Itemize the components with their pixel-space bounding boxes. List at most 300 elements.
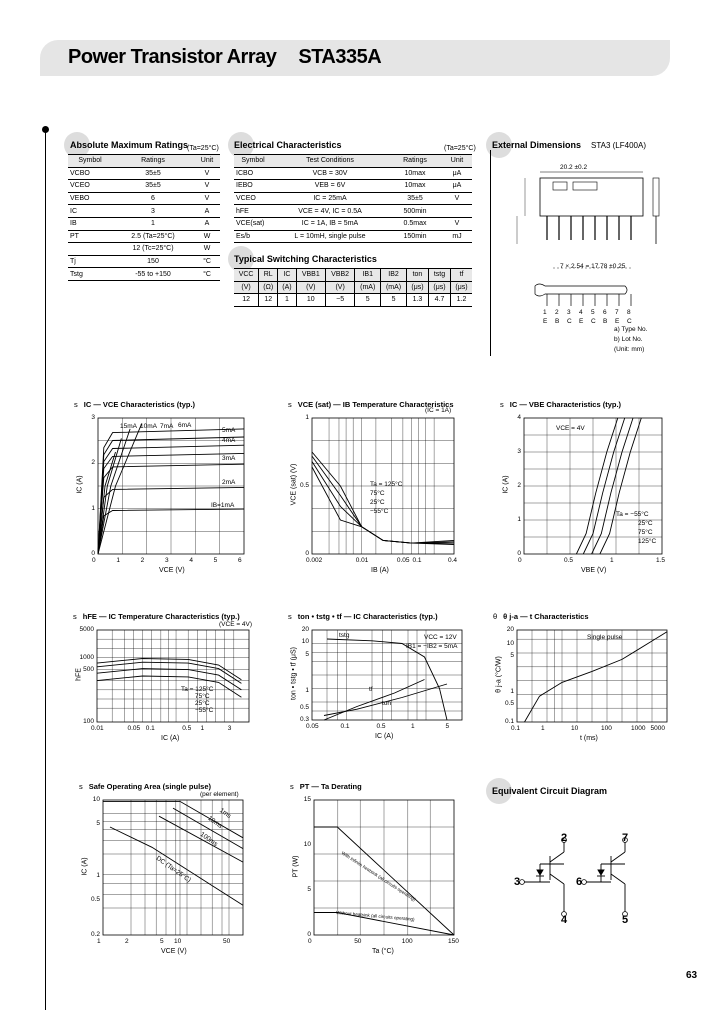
rating-cell: 2.5 (Ta=25°C) — [131, 232, 175, 240]
symbol-cell: VCEO — [70, 182, 90, 190]
x-tick-label: 0.5 — [376, 723, 386, 730]
y-tick-label: 5 — [96, 820, 100, 828]
x-axis-label: VBE (V) — [581, 567, 607, 574]
symbol-cell: hFE — [236, 207, 249, 215]
symbol-cell: PT — [70, 232, 79, 240]
abs-max-row — [68, 217, 220, 230]
elec-row — [234, 167, 472, 180]
y-tick-label: 0 — [305, 550, 309, 557]
y-tick-label: 1 — [91, 504, 95, 512]
x-tick-label: 50 — [354, 938, 362, 945]
x-tick-label: 1.5 — [656, 557, 666, 564]
curve-label: 7mA — [160, 423, 174, 430]
y-tick-label: 1 — [305, 414, 309, 421]
abs-max-row — [68, 230, 220, 243]
pin-3: 3 — [514, 876, 521, 888]
elec-table — [234, 154, 472, 243]
unit-cell: °C — [203, 258, 211, 266]
curve-label: 3mA — [222, 455, 236, 462]
x-tick-label: 3 — [227, 725, 232, 732]
pin-6: 6 — [576, 876, 583, 888]
x-tick-label: 6 — [238, 557, 242, 564]
x-tick-label: 100 — [601, 725, 612, 732]
curve-label: 2mA — [222, 479, 236, 486]
curve-label: ton — [382, 700, 392, 707]
unit-cell: V — [204, 182, 210, 190]
y-tick-label: 5 — [307, 886, 311, 894]
equiv-circuit — [510, 830, 640, 930]
curve-label: tf — [369, 686, 373, 693]
package-note-a: a) Type No. — [614, 326, 648, 333]
y-tick-label: 10 — [301, 637, 309, 645]
condition: VCE = 4V — [556, 425, 585, 432]
elec-title — [234, 140, 342, 150]
switching-table — [234, 268, 472, 307]
thermal-curve — [525, 632, 668, 722]
note: Single pulse — [587, 634, 623, 641]
y-tick-label: 0.5 — [299, 482, 309, 489]
switching-unit: (Ω) — [259, 281, 278, 294]
y-tick-label: 2 — [517, 482, 521, 489]
y-tick-label: 5 — [305, 651, 309, 659]
part-number: STA335A — [298, 46, 382, 68]
symbol-cell: VCE(sat) — [236, 220, 265, 228]
condition-cell: IC = 25mA — [313, 195, 347, 203]
x-tick-label: 1 — [200, 725, 205, 732]
col-unit: Unit — [200, 157, 214, 165]
x-tick-label: 1 — [116, 557, 120, 564]
title-text: IC — VCE Characteristics (typ.) — [83, 400, 196, 409]
title-text: θ j-a — t Characteristics — [503, 612, 589, 621]
soa-dc — [110, 827, 243, 905]
y-tick-label: 0 — [307, 931, 311, 938]
y-tick-label: 1 — [96, 871, 100, 879]
switching-value: 1.2 — [451, 294, 472, 307]
condition: (per element) — [200, 791, 239, 798]
x-tick-label: 10 — [174, 938, 182, 945]
elec-row — [234, 217, 472, 230]
unit-cell: A — [204, 220, 210, 228]
x-axis-label: IC (A) — [161, 735, 180, 742]
curve-label: 125°C — [638, 538, 657, 545]
unit-cell: mJ — [452, 232, 462, 240]
curve-label: 75°C — [370, 490, 385, 497]
switching-unit: (μs) — [451, 281, 472, 294]
bullet: s — [500, 400, 504, 409]
x-tick-label: 5 — [445, 723, 450, 730]
abs-max-row — [68, 255, 220, 268]
condition-cell: VEB = 6V — [314, 182, 346, 190]
abs-max-row — [68, 243, 220, 256]
pkg-pin-type: C — [627, 318, 632, 325]
curve-label: 25°C — [638, 520, 653, 527]
x-tick-label: 5 — [160, 938, 164, 945]
package-note-unit: (Unit: mm) — [614, 346, 645, 353]
x-tick-label: 0.5 — [564, 557, 574, 564]
title-text: ton • tstg • tf — IC Characteristics (typ.) — [297, 612, 438, 621]
x-tick-label: 4 — [189, 557, 193, 564]
margin-dot — [42, 126, 49, 133]
curve-label: 100ms — [198, 831, 219, 848]
x-tick-label: 2 — [140, 557, 145, 564]
y-tick-label: 1 — [305, 687, 309, 695]
unit-cell: V — [204, 195, 210, 203]
x-tick-label: 0.05 — [306, 723, 319, 730]
abs-max-title — [70, 140, 188, 150]
x-tick-label: 0.002 — [306, 557, 323, 564]
y-tick-label: 2 — [91, 459, 95, 467]
title-text: IC — VBE Characteristics (typ.) — [509, 400, 622, 409]
pkg-pin-type: E — [579, 318, 584, 325]
dim-pitch: 7 × 2.54 = 17.78 ±0.25 — [560, 263, 626, 270]
abs-max-table — [68, 154, 220, 281]
curve-label: Ta = 125°C — [181, 686, 214, 693]
soa-title — [79, 782, 211, 791]
page-number: 63 — [686, 970, 698, 981]
y-axis-label: PT (W) — [292, 854, 300, 878]
switching-value: 12 — [259, 294, 278, 307]
unit-cell: μA — [452, 182, 462, 190]
condition-cell: IC = 1A, IB = 5mA — [301, 220, 359, 228]
x-axis-label: IC (A) — [375, 733, 394, 740]
x-tick-label: 150 — [448, 938, 459, 945]
y-tick-label: 10 — [303, 840, 311, 848]
package-title-text: External Dimensions — [492, 140, 582, 150]
ic_vce-title — [74, 400, 195, 409]
unit-cell: °C — [203, 270, 211, 278]
x-tick-label: 3 — [165, 557, 169, 564]
rating-cell: 35±5 — [407, 195, 423, 203]
pkg-pin-type: C — [567, 318, 572, 325]
col-test: Test Conditions — [306, 157, 354, 165]
y-tick-label: 0.2 — [90, 931, 100, 938]
switching-header: VBB1 — [296, 269, 325, 282]
x-tick-label: 2 — [125, 938, 129, 945]
x-axis-label: t (ms) — [580, 735, 598, 742]
y-axis-label: θ j-a (°C/W) — [495, 656, 503, 693]
pkg-pin-number: 6 — [603, 309, 607, 316]
symbol-cell: ICBO — [236, 169, 254, 177]
switching-value: 5 — [355, 294, 381, 307]
switching-header: IC — [278, 269, 296, 282]
x-axis-label: VCE (V) — [159, 567, 185, 574]
x-tick-label: 10 — [571, 725, 579, 732]
y-tick-label: 0 — [517, 550, 521, 557]
elec-row — [234, 192, 472, 205]
equiv-title-text: Equivalent Circuit Diagram — [492, 786, 608, 796]
derating-title — [290, 782, 362, 791]
hfe-curve — [97, 676, 241, 697]
symbol-cell: VEBO — [70, 195, 90, 203]
hfe_ic-title — [73, 612, 240, 621]
y-tick-label: 0.5 — [90, 895, 100, 903]
x-axis-label: IB (A) — [371, 567, 389, 574]
bullet: s — [79, 782, 83, 791]
switching-unit: (A) — [278, 281, 296, 294]
switching-value: 12 — [242, 296, 250, 304]
x-tick-label: 5 — [213, 557, 218, 564]
bullet: s — [288, 612, 292, 621]
curve-label: With Infinite heatsink (all circuits operating) — [340, 850, 417, 903]
curve-label: Without heatsink (all circuits operating) — [335, 910, 415, 922]
thermal-plot — [517, 630, 667, 722]
title-text: hFE — IC Temperature Characteristics (typ.) — [82, 612, 240, 621]
curve-label: 1ms — [218, 807, 233, 820]
switching-unit: (μs) — [406, 281, 428, 294]
x-tick-label: 0.1 — [145, 725, 155, 732]
condition: IB1 = −IB2 = 5mA — [406, 643, 458, 650]
bullet: s — [74, 400, 78, 409]
symbol-cell: IB — [70, 220, 77, 228]
x-tick-label: 0 — [518, 557, 522, 564]
y-tick-label: 10 — [92, 796, 100, 803]
x-tick-label: 0.4 — [448, 557, 458, 564]
unit-cell: V — [454, 195, 460, 203]
curve-label: Ta = −55°C — [616, 511, 649, 518]
elec-condition: (Ta=25°C) — [444, 145, 476, 152]
condition-cell: L = 10mH, single pulse — [294, 232, 366, 240]
switching-unit: (μs) — [428, 281, 450, 294]
curve-label: 5mA — [222, 427, 236, 434]
y-tick-label: 0.5 — [504, 699, 514, 707]
pkg-pin-number: 4 — [579, 309, 583, 316]
symbol-cell: Es/b — [236, 232, 251, 240]
tf-curve — [324, 680, 425, 721]
symbol-cell — [68, 243, 112, 256]
y-tick-label: 0.1 — [504, 718, 514, 725]
condition-cell: VCE = 4V, IC = 0.5A — [298, 207, 362, 215]
col-ratings: Ratings — [403, 157, 427, 165]
curve-label: tstg — [339, 632, 350, 639]
title-text: VCE (sat) — IB Temperature Characteristics — [297, 400, 454, 409]
y-tick-label: 1 — [510, 687, 514, 695]
symbol-cell: Tj — [70, 258, 76, 266]
unit-cell: V — [204, 169, 210, 177]
bullet: θ — [493, 612, 498, 621]
curve-label: 75°C — [195, 693, 210, 700]
col-symbol: Symbol — [241, 157, 265, 165]
x-tick-label: 0.05 — [127, 725, 141, 732]
pkg-pin-number: 2 — [555, 309, 559, 316]
x-axis-label: VCE (V) — [161, 948, 187, 955]
switching-header: IB2 — [381, 269, 407, 282]
curve-label: −55°C — [370, 508, 389, 515]
y-tick-label: 1000 — [79, 653, 94, 661]
x-tick-label: 0.1 — [412, 557, 422, 564]
pkg-pin-type: E — [615, 318, 620, 325]
pin-2: 2 — [561, 832, 568, 844]
symbol-cell: IEBO — [236, 182, 253, 190]
y-tick-label: 500 — [83, 665, 94, 673]
switching-value: −5 — [325, 294, 354, 307]
switching-header: tf — [451, 269, 472, 282]
switching-value: 5 — [381, 294, 407, 307]
x-tick-label: 0.1 — [511, 725, 521, 732]
x-tick-label: 1000 — [631, 725, 646, 732]
dim-width: 20.2 ±0.2 — [560, 164, 588, 171]
curve-label: 15mA — [120, 423, 137, 430]
switching-unit: (mA) — [381, 281, 407, 294]
y-tick-label: 3 — [91, 414, 95, 421]
switching-unit: (V) — [241, 283, 251, 291]
elec-title-text: Electrical Characteristics — [234, 140, 342, 150]
curve-label: Ta = 125°C — [370, 481, 403, 488]
pin-4: 4 — [561, 914, 568, 926]
y-tick-label: 20 — [301, 626, 309, 633]
y-tick-label: 0.5 — [299, 704, 309, 712]
abs-max-row — [68, 205, 220, 218]
y-tick-label: 10 — [506, 639, 514, 647]
x-tick-label: 5000 — [650, 725, 665, 732]
curve-label: 4mA — [222, 437, 236, 444]
x-tick-label: 0 — [308, 938, 312, 945]
equiv-title — [492, 786, 607, 796]
page-title — [68, 46, 381, 69]
rating-cell: 0.5max — [403, 220, 427, 228]
y-axis-label: ton • tstg • tf (μS) — [290, 647, 298, 700]
title-text: Power Transistor Array — [68, 46, 277, 68]
curve-label: −55°C — [195, 707, 214, 714]
rating-cell: 6 — [151, 195, 155, 203]
pkg-pin-type: C — [591, 318, 596, 325]
elec-row — [234, 180, 472, 193]
switching-header: ton — [406, 269, 428, 282]
package-title — [492, 140, 581, 150]
unit-cell: W — [203, 245, 211, 253]
tstg-curve — [327, 639, 447, 720]
switching-value: 4.7 — [428, 294, 450, 307]
rating-cell: 35±5 — [145, 169, 161, 177]
curve-label: 10mA — [140, 423, 157, 430]
y-tick-label: 4 — [517, 414, 521, 421]
x-axis-label: Ta (°C) — [372, 948, 394, 955]
curve-label: 25°C — [370, 499, 385, 506]
condition-cell: VCB = 30V — [312, 169, 348, 177]
curve-label: 25°C — [195, 700, 210, 707]
y-tick-label: 100 — [83, 718, 94, 725]
x-tick-label: 0.5 — [182, 725, 192, 732]
bullet: s — [290, 782, 294, 791]
symbol-cell: IC — [70, 207, 77, 215]
x-tick-label: 0 — [92, 557, 96, 564]
bullet: s — [288, 400, 292, 409]
rating-cell: 10max — [404, 182, 426, 190]
switching-unit: (mA) — [355, 281, 381, 294]
symbol-cell: VCBO — [70, 169, 90, 177]
pkg-pin-number: 7 — [615, 309, 619, 316]
rating-cell: 10max — [404, 169, 426, 177]
y-tick-label: 5000 — [79, 626, 94, 633]
abs-max-row — [68, 192, 220, 205]
symbol-cell: VCEO — [236, 195, 256, 203]
abs-max-row — [68, 268, 220, 281]
y-axis-label: hFE — [75, 668, 83, 681]
x-tick-label: 0.01 — [91, 725, 104, 732]
switching-header: RL — [259, 269, 278, 282]
x-tick-label: 1 — [541, 725, 545, 732]
package-note-b: b) Lot No. — [614, 336, 643, 343]
x-tick-label: 1 — [610, 557, 614, 564]
abs-max-row — [68, 167, 220, 180]
y-axis-label: IC (A) — [81, 856, 89, 876]
abs-max-title-text: Absolute Maximum Ratings — [70, 140, 189, 150]
rating-cell: 3 — [151, 207, 155, 215]
abs-max-condition: (Ta=25°C) — [187, 145, 219, 152]
rating-cell: 1 — [151, 220, 155, 228]
y-tick-label: 3 — [517, 448, 521, 455]
curve-label: 10ms — [206, 815, 224, 830]
switching-value: 1 — [278, 294, 296, 307]
col-ratings: Ratings — [141, 157, 165, 165]
pkg-pin-number: 5 — [591, 309, 595, 316]
y-tick-label: 5 — [510, 651, 514, 659]
package-code: STA3 (LF400A) — [591, 141, 646, 150]
pkg-pin-type: B — [603, 318, 608, 325]
x-tick-label: 1 — [411, 723, 415, 730]
unit-cell: W — [203, 232, 211, 240]
col-unit: Unit — [450, 157, 464, 165]
rating-cell: 150min — [403, 232, 427, 240]
x-tick-label: 100 — [401, 938, 413, 945]
y-axis-label: IC (A) — [502, 475, 510, 494]
y-tick-label: 0.3 — [299, 716, 309, 723]
unit-cell: V — [454, 220, 460, 228]
switching-value: 10 — [296, 294, 325, 307]
curve-label: 6mA — [178, 422, 192, 429]
x-tick-label: 0.05 — [396, 557, 410, 564]
switching-header: IB1 — [355, 269, 381, 282]
x-tick-label: 0.01 — [355, 557, 369, 564]
col-symbol: Symbol — [78, 157, 102, 165]
elec-row — [234, 205, 472, 218]
switching-title-text: Typical Switching Characteristics — [234, 254, 377, 264]
y-tick-label: 15 — [303, 796, 311, 803]
y-axis-label: VCE (sat) (V) — [290, 463, 298, 506]
y-tick-label: 0 — [91, 550, 95, 557]
pkg-pin-type: B — [555, 318, 560, 325]
switching-title — [234, 254, 377, 264]
switching-unit: (V) — [296, 281, 325, 294]
symbol-cell: Tstg — [70, 270, 83, 278]
abs-max-row — [68, 180, 220, 193]
elec-row — [234, 230, 472, 243]
pin-7: 7 — [622, 832, 629, 844]
pkg-pin-number: 8 — [627, 309, 631, 316]
unit-cell: μA — [452, 169, 462, 177]
y-tick-label: 20 — [506, 626, 514, 633]
condition: (VCE = 4V) — [219, 621, 253, 628]
rating-cell: 12 (Tc=25°C) — [132, 245, 174, 253]
hfe-curve — [97, 669, 241, 690]
switching-header: VCC — [238, 271, 254, 279]
pkg-pin-type: E — [543, 318, 548, 325]
condition: VCC = 12V — [424, 634, 457, 641]
rating-cell: -55 to +150 — [135, 270, 171, 278]
thermal-title — [493, 612, 589, 621]
hfe_ic-plot — [97, 630, 249, 722]
ic_vbe-title — [500, 400, 621, 409]
unit-cell: A — [204, 207, 210, 215]
switching-value: 1.3 — [406, 294, 428, 307]
curve-label: DC (Ta=25°C) — [154, 854, 193, 885]
pkg-pin-number: 1 — [543, 309, 547, 316]
switching-header: tstg — [428, 269, 450, 282]
x-tick-label: 0.1 — [340, 723, 350, 730]
switching-unit: (V) — [325, 281, 354, 294]
unit-cell — [442, 205, 472, 218]
rating-cell: 150 — [147, 258, 159, 266]
curve-label: 75°C — [638, 529, 653, 536]
